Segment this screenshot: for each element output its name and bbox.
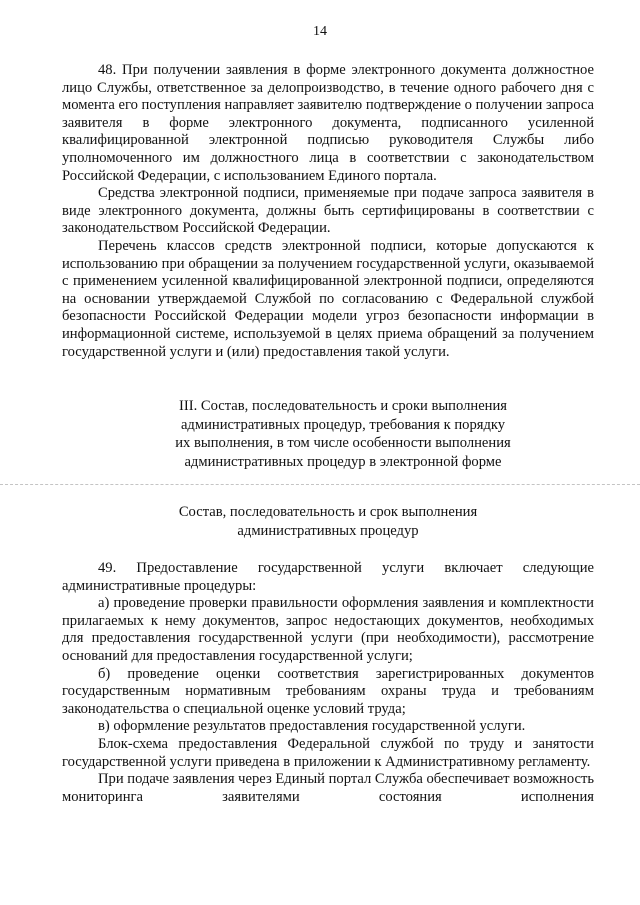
- paragraph-49-item-b: б) проведение оценки соответствия зарегистрированных документов государственным нормативным требованиям охраны труда и требованиям законодательства о специальной оценке условий труда;: [62, 665, 594, 717]
- section-heading-line: административных процедур, требования к порядку: [180, 416, 506, 433]
- paragraph-49: 49. Предоставление государственной услуги включает следующие административные процедуры:: [62, 560, 594, 594]
- paragraph-49-flowchart: Блок-схема предоставления Федеральной службой по труду и занятости государственной услуги приведена в приложении к Административному регламенту.: [62, 736, 594, 770]
- section-heading-line: их выполнения, в том числе особенности выполнения: [175, 435, 511, 452]
- paragraph-48-signature-classes: Перечень классов средств электронной подписи, которые допускаются к использованию при обращении за получением государственной услуги, оказываемой с применением усиленной квалифицированной электронной подписи, определяются на основании утверждаемой Службой по согласованию с Федеральной службой безопасности Российской Федерации модели угроз безопасности информации в информационной системе, используемой в целях приема обращений за получением государственной услуги и (или) предоставления такой услуги.: [62, 237, 594, 360]
- section-heading: [62, 397, 594, 471]
- page-number: 14: [313, 24, 327, 39]
- section-heading-line: административных процедур в электронной форме: [184, 453, 502, 470]
- sub-heading-line: административных процедур: [237, 522, 419, 539]
- document-body: [62, 62, 594, 806]
- paragraph-49-item-c: в) оформление результатов предоставления государственной услуги.: [98, 718, 526, 735]
- section-heading-line: III. Состав, последовательность и сроки выполнения: [178, 398, 508, 415]
- paragraph-49-item-a: а) проведение проверки правильности оформления заявления и комплектности прилагаемых к нему документов, запрос недостающих документов, необходимых для предоставления государственной услуги (при необходимости), рассмотрение оснований для предоставления государственной услуги;: [62, 595, 594, 665]
- paragraph-48-signature-tools: Средства электронной подписи, применяемые при подаче запроса заявителя в виде электронного документа, должны быть сертифицированы в соответствии с законодательством Российской Федерации.: [62, 185, 594, 237]
- sub-heading-line: Состав, последовательность и срок выполнения: [178, 504, 478, 521]
- paragraph-48: 48. При получении заявления в форме электронного документа должностное лицо Службы, ответственное за делопроизводство, в течение одного рабочего дня с момента его поступления направляет заявителю подтверждение о получении запроса заявителя в форме электронного документа, подписанного усиленной квалифицированной электронной подписью руководителя Службы либо уполномоченного им должностного лица в соответствии с законодательством Российской Федерации, с использованием Единого портала.: [62, 62, 594, 184]
- paragraph-49-portal: При подаче заявления через Единый портал Служба обеспечивает возможность мониторинга заявителями состояния исполнения: [62, 771, 594, 805]
- sub-heading: [62, 503, 594, 540]
